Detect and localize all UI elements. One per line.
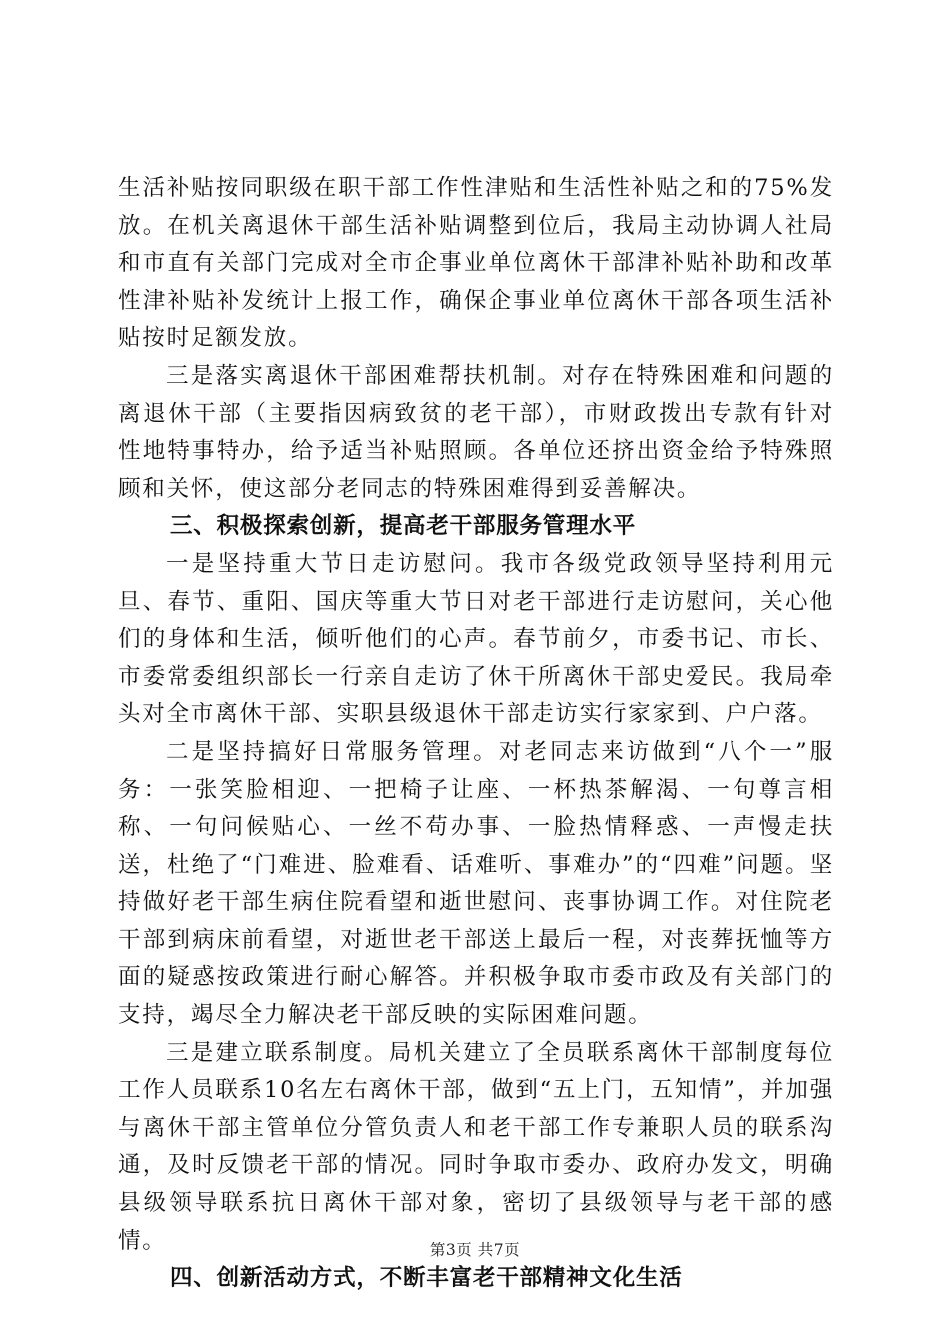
paragraph-living-allowance: 生活补贴按同职级在职干部工作性津贴和生活性补贴之和的75%发放。在机关离退休干部生活补贴调整到位后，我局主动协调人社局和市直有关部门完成对全市企事业单位离休干部津补贴补助和改革性津补贴补发统计上报工作，确保企事业单位离休干部各项生活补贴按时足额发放。: [118, 175, 834, 352]
paragraph-daily-service: 二是坚持搞好日常服务管理。对老同志来访做到“八个一”服务：一张笑脸相迎、一把椅子让座、一杯热茶解渴、一句尊言相称、一句问候贴心、一丝不苟办事、一脸热情释惑、一声慢走扶送，杜绝了“门难进、脸难看、话难听、事难办”的“四难”问题。坚持做好老干部生病住院看望和逝世慰问、丧事协调工作。对住院老干部到病床前看望，对逝世老干部送上最后一程，对丧葬抚恤等方面的疑惑按政策进行耐心解答。并积极争取市委市政及有关部门的支持，竭尽全力解决老干部反映的实际困难问题。: [118, 738, 834, 1029]
paragraph-contact-system: 三是建立联系制度。局机关建立了全员联系离休干部制度每位工作人员联系10名左右离休干部，做到“五上门，五知情”，并加强与离休干部主管单位分管负责人和老干部工作专兼职人员的联系沟通，及时反馈老干部的情况。同时争取市委办、政府办发文，明确县级领导联系抗日离休干部对象，密切了县级领导与老干部的感情。: [118, 1039, 834, 1254]
paragraph-holiday-visits: 一是坚持重大节日走访慰问。我市各级党政领导坚持利用元旦、春节、重阳、国庆等重大节日对老干部进行走访慰问，关心他们的身体和生活，倾听他们的心声。春节前夕，市委书记、市长、市委常委组织部长一行亲自走访了休干所离休干部史爱民。我局牵头对全市离休干部、实职县级退休干部走访实行家家到、户户落。: [118, 550, 834, 728]
section-heading-4: 四、创新活动方式，不断丰富老干部精神文化生活: [170, 1265, 683, 1292]
document-body: [118, 170, 834, 1298]
section-heading-3: 三、积极探索创新，提高老干部服务管理水平: [170, 513, 637, 540]
paragraph-hardship-assistance: 三是落实离退休干部困难帮扶机制。对存在特殊困难和问题的离退休干部（主要指因病致贫的老干部），市财政拨出专款有针对性地特事特办，给予适当补贴照顾。各单位还挤出资金给予特殊照顾和关怀，使这部分老同志的特殊困难得到妥善解决。: [118, 362, 834, 502]
page-number-footer: 第3页 共7页: [429, 1241, 521, 1259]
